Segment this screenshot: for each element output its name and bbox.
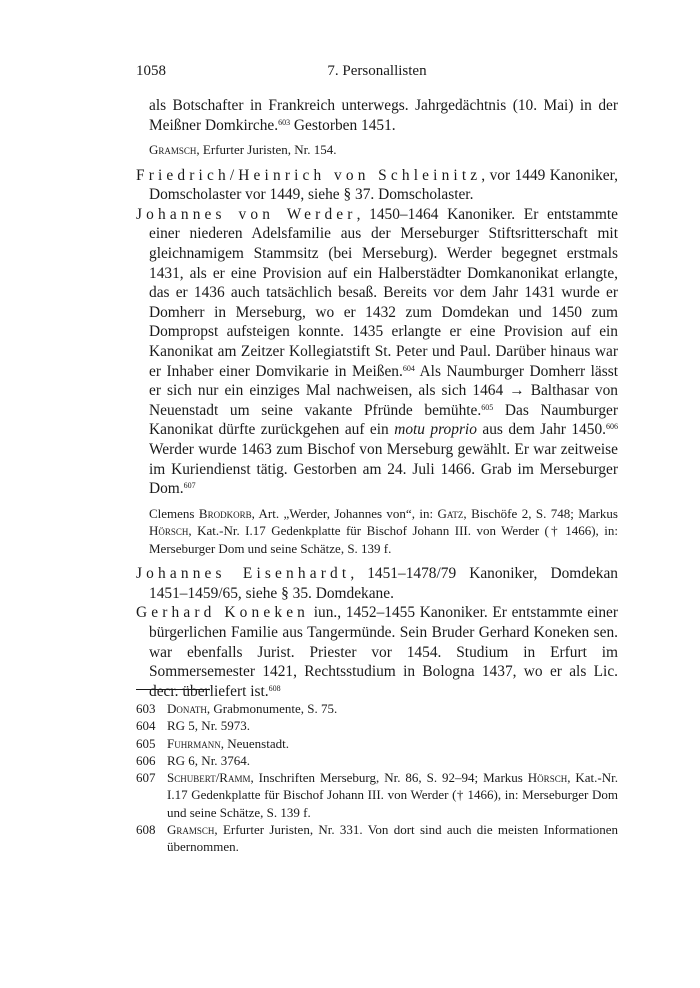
footnote-number: 606: [136, 752, 156, 768]
footnote-ref-606[interactable]: 606: [606, 422, 618, 432]
person-entry: Johannes von Werder, 1450–1464 Kanoniker. Er entstammte einer niederen Adelsfamilie aus der Merseburger Stiftsritterschaft mit gleichnamigem Stammsitz (bei Merseburg). Werder begegnet erstmals 1431, als er eine Provision auf ein Halberstädter Domkanonikat erlangte, das er 1436 auch tatsächlich besaß. Bereits vor dem Jahr 1431 wurde er Domherr in Merseburg, wo er 1432 zum Domdekan und 1450 zum Dompropst aufsteigen konnte. 1435 erlangte er eine Provision auf ein Kanonikat am Zeitzer Kollegiatstift St. Peter und Paul. Darüber hinaus war er Inhaber einer Domvikarie in Meißen.$^{604}$ Als Naumburger Domherr lässt er sich nur ein einziges Mal nachweisen, als sich 1464 → Balthasar von Neuenstadt um seine vakante Pfründe bemühte.$^{605}$ Das Naumburger Kanonikat dürfte zurückgehen auf ein motu proprio aus dem Jahr 1450.$^{606}$ Werder wurde 1463 zum Bischof von Merseburg gewählt. Er war zeitweise im Kuriendienst tätig. Gestorben am 24. Juli 1466. Grab im Merseburger Dom.$^{607}$: [136, 205, 619, 498]
person-entry: Friedrich/Heinrich von Schleinitz, vor 1449 Kanoniker, Domscholaster vor 1449, siehe § 37. Domscholaster.: [136, 166, 618, 204]
footnote-ref-608[interactable]: 608: [268, 683, 281, 693]
footnote-divider: [136, 689, 210, 690]
person-name: Friedrich/Heinrich von Schleinitz: [136, 166, 482, 184]
footnote-ref-605[interactable]: 605: [481, 402, 494, 412]
footnote: 604 RG 5, Nr. 5973.: [136, 718, 251, 734]
footnotes: [136, 700, 618, 856]
main-text: [136, 96, 618, 701]
footnote-number: 604: [136, 718, 156, 734]
footnote-number: 607: [136, 770, 156, 786]
footnote: 608 Gramsch, Erfurter Juristen, Nr. 331. Von dort sind auch die meisten Informationen übernommen.: [136, 822, 618, 855]
footnote: 603 Donath, Grabmonumente, S. 75.: [136, 701, 338, 716]
footnote-ref-604[interactable]: 604: [402, 363, 415, 373]
page-number: 1058: [136, 63, 166, 79]
footnote-number: 608: [136, 822, 156, 838]
footnote: 607 Schubert/Ramm, Inschriften Merseburg, Nr. 86, S. 92–94; Markus Hörsch, Kat.-Nr. I.17 Gedenkplatte für Bischof Johann III. von Werder († 1466), in: Merseburger Dom und seine Schätze, S. 139 f.: [136, 770, 619, 820]
footnote-ref-607[interactable]: 607: [183, 481, 196, 491]
person-entry: Johannes Eisenhardt, 1451–1478/79 Kanoniker, Domdekan 1451–1459/65, siehe § 35. Domdekane.: [136, 565, 618, 602]
continued-entry-text: als Botschafter in Frankreich unterwegs. Jahrgedächtnis (10. Mai) in der Meißner Domkirche.$^{603}$ Gestorben 1451.: [149, 97, 618, 134]
footnote-ref-603[interactable]: 603: [278, 117, 291, 127]
person-name: Johannes Eisenhardt: [136, 565, 351, 583]
footnote: 605 Fuhrmann, Neuenstadt.: [136, 735, 289, 751]
literature-note: Clemens Brodkorb, Art. „Werder, Johannes von“, in: Gatz, Bischöfe 2, S. 748; Markus Hörsch, Kat.-Nr. I.17 Gedenkplatte für Bischof Johann III. von Werder († 1466), in: Merseburger Dom und seine Schätze, S. 139 f.: [149, 505, 618, 556]
person-name: Gerhard Koneken: [136, 604, 310, 622]
literature-note: Gramsch, Erfurter Juristen, Nr. 154.: [149, 142, 337, 158]
footnote-number: 603: [136, 701, 156, 716]
person-name: Johannes von Werder: [136, 205, 357, 223]
person-entry: Gerhard Koneken iun., 1452–1455 Kanoniker. Er entstammte einer bürgerlichen Familie aus Tangermünde. Sein Bruder Gerhard Koneken sen. war ebenfalls Jurist. Priester vor 1454. Studium in Erfurt im Sommersemester 1421, Rechtsstudium in Bologna 1437, wo er als Lic. decr. überliefert ist.$^{608}$: [136, 604, 618, 700]
footnote-number: 605: [136, 735, 156, 751]
footnote: 606 RG 6, Nr. 3764.: [136, 752, 251, 768]
running-title: 7. Personallisten: [327, 63, 427, 79]
